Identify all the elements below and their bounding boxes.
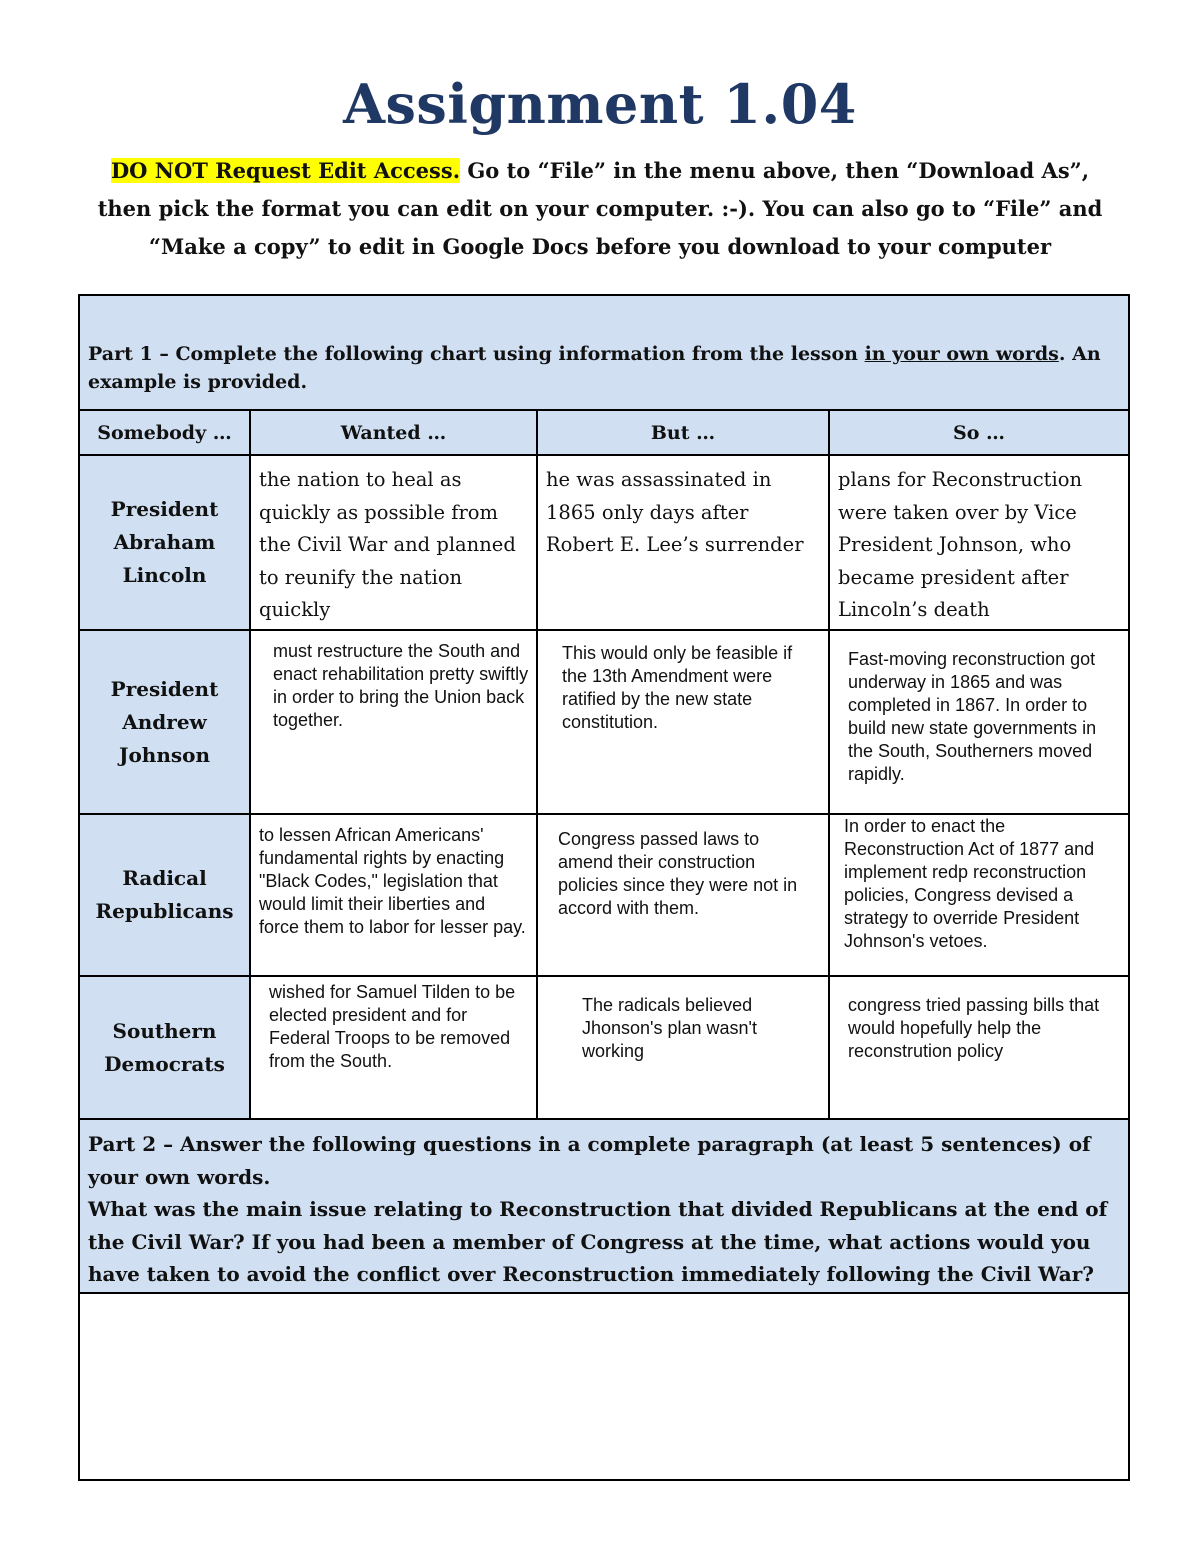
part2-prompt — [80, 1120, 1128, 1291]
row-but: he was assassinated in 1865 only days after Robert E. Lee’s surrender — [546, 468, 804, 556]
row-so-cell[interactable] — [829, 455, 1129, 630]
row-somebody: Southern Democrats — [79, 976, 250, 1119]
row-so: plans for Reconstruction were taken over by Vice President Johnson, who became president after Lincoln’s death — [838, 468, 1083, 621]
row-but: Congress passed laws to amend their construction policies since they were not in accord with them. — [558, 829, 798, 918]
highlighted-warning: DO NOT Request Edit Access. — [110, 158, 461, 183]
row-but: This would only be feasible if the 13th Amendment were ratified by the new state constitution. — [562, 643, 793, 732]
row-but-cell[interactable] — [537, 630, 829, 814]
row-wanted-cell[interactable] — [250, 630, 537, 814]
part2-question: What was the main issue relating to Reconstruction that divided Republicans at the end of the Civil War? If you had been a member of Congress at the time, what actions would you have taken to avoid the conflict over Reconstruction immediately following the Civil War? — [88, 1197, 1108, 1286]
table-row — [79, 976, 1129, 1119]
instructions-line1: Go to “File” in the menu above, then “Download As”, — [460, 158, 1090, 183]
row-wanted: the nation to heal as quickly as possible from the Civil War and planned to reunify the nation quickly — [259, 468, 516, 621]
row-so-cell[interactable] — [829, 976, 1129, 1119]
row-but: The radicals believed Jhonson's plan wasn't working — [582, 995, 757, 1061]
header-but: But … — [537, 410, 829, 455]
part1-instructions: Part 1 – Complete the following chart using information from the lesson in your own words. An example is provided. — [88, 343, 1101, 393]
instructions-line3: “Make a copy” to edit in Google Docs before you download to your computer — [148, 234, 1052, 259]
underlined-phrase: in your own words — [864, 343, 1059, 365]
table-row — [79, 814, 1129, 976]
row-wanted-cell[interactable] — [250, 814, 537, 976]
row-so: In order to enact the Reconstruction Act of 1877 and implement redp reconstruction policies, Congress devised a strategy to override President Johnson's vetoes. — [844, 816, 1095, 951]
part2-heading: Part 2 – Answer the following questions in a complete paragraph (at least 5 sentences) of your own words. — [88, 1132, 1091, 1189]
row-somebody: Radical Republicans — [79, 814, 250, 976]
table-row — [79, 455, 1129, 630]
instructions-line2: then pick the format you can edit on your computer. :-). You can also go to “File” and — [97, 196, 1103, 221]
row-wanted-cell[interactable] — [250, 976, 537, 1119]
answer-area[interactable] — [79, 1293, 1129, 1480]
row-wanted: must restructure the South and enact rehabilitation pretty swiftly in order to bring the Union back together. — [273, 641, 529, 730]
row-but-cell[interactable] — [537, 976, 829, 1119]
header-wanted: Wanted … — [250, 410, 537, 455]
part2-prompt-cell — [79, 1119, 1129, 1293]
page-title: Assignment 1.04 — [343, 72, 857, 136]
header-so: So … — [829, 410, 1129, 455]
row-so: Fast-moving reconstruction got underway in 1865 and was completed in 1867. In order to build new state governments in the South, Southerners moved rapidly. — [848, 649, 1097, 784]
instructions — [60, 152, 1140, 266]
row-so: congress tried passing bills that would hopefully help the reconstrution policy — [848, 995, 1100, 1061]
header-somebody: Somebody … — [79, 410, 250, 455]
row-somebody: President Andrew Johnson — [79, 630, 250, 814]
row-wanted: to lessen African Americans' fundamental rights by enacting "Black Codes," legislation that would limit their liberties and force them to labor for lesser pay. — [259, 825, 526, 937]
row-but-cell[interactable] — [537, 455, 829, 630]
table-row — [79, 630, 1129, 814]
part1-instructions-cell — [79, 295, 1129, 410]
worksheet-table — [78, 294, 1130, 1481]
row-wanted-cell[interactable] — [250, 455, 537, 630]
row-wanted: wished for Samuel Tilden to be elected president and for Federal Troops to be removed from the South. — [269, 982, 516, 1071]
row-but-cell[interactable] — [537, 814, 829, 976]
row-somebody: President Abraham Lincoln — [79, 455, 250, 630]
row-so-cell[interactable] — [829, 630, 1129, 814]
row-so-cell[interactable] — [829, 814, 1129, 976]
